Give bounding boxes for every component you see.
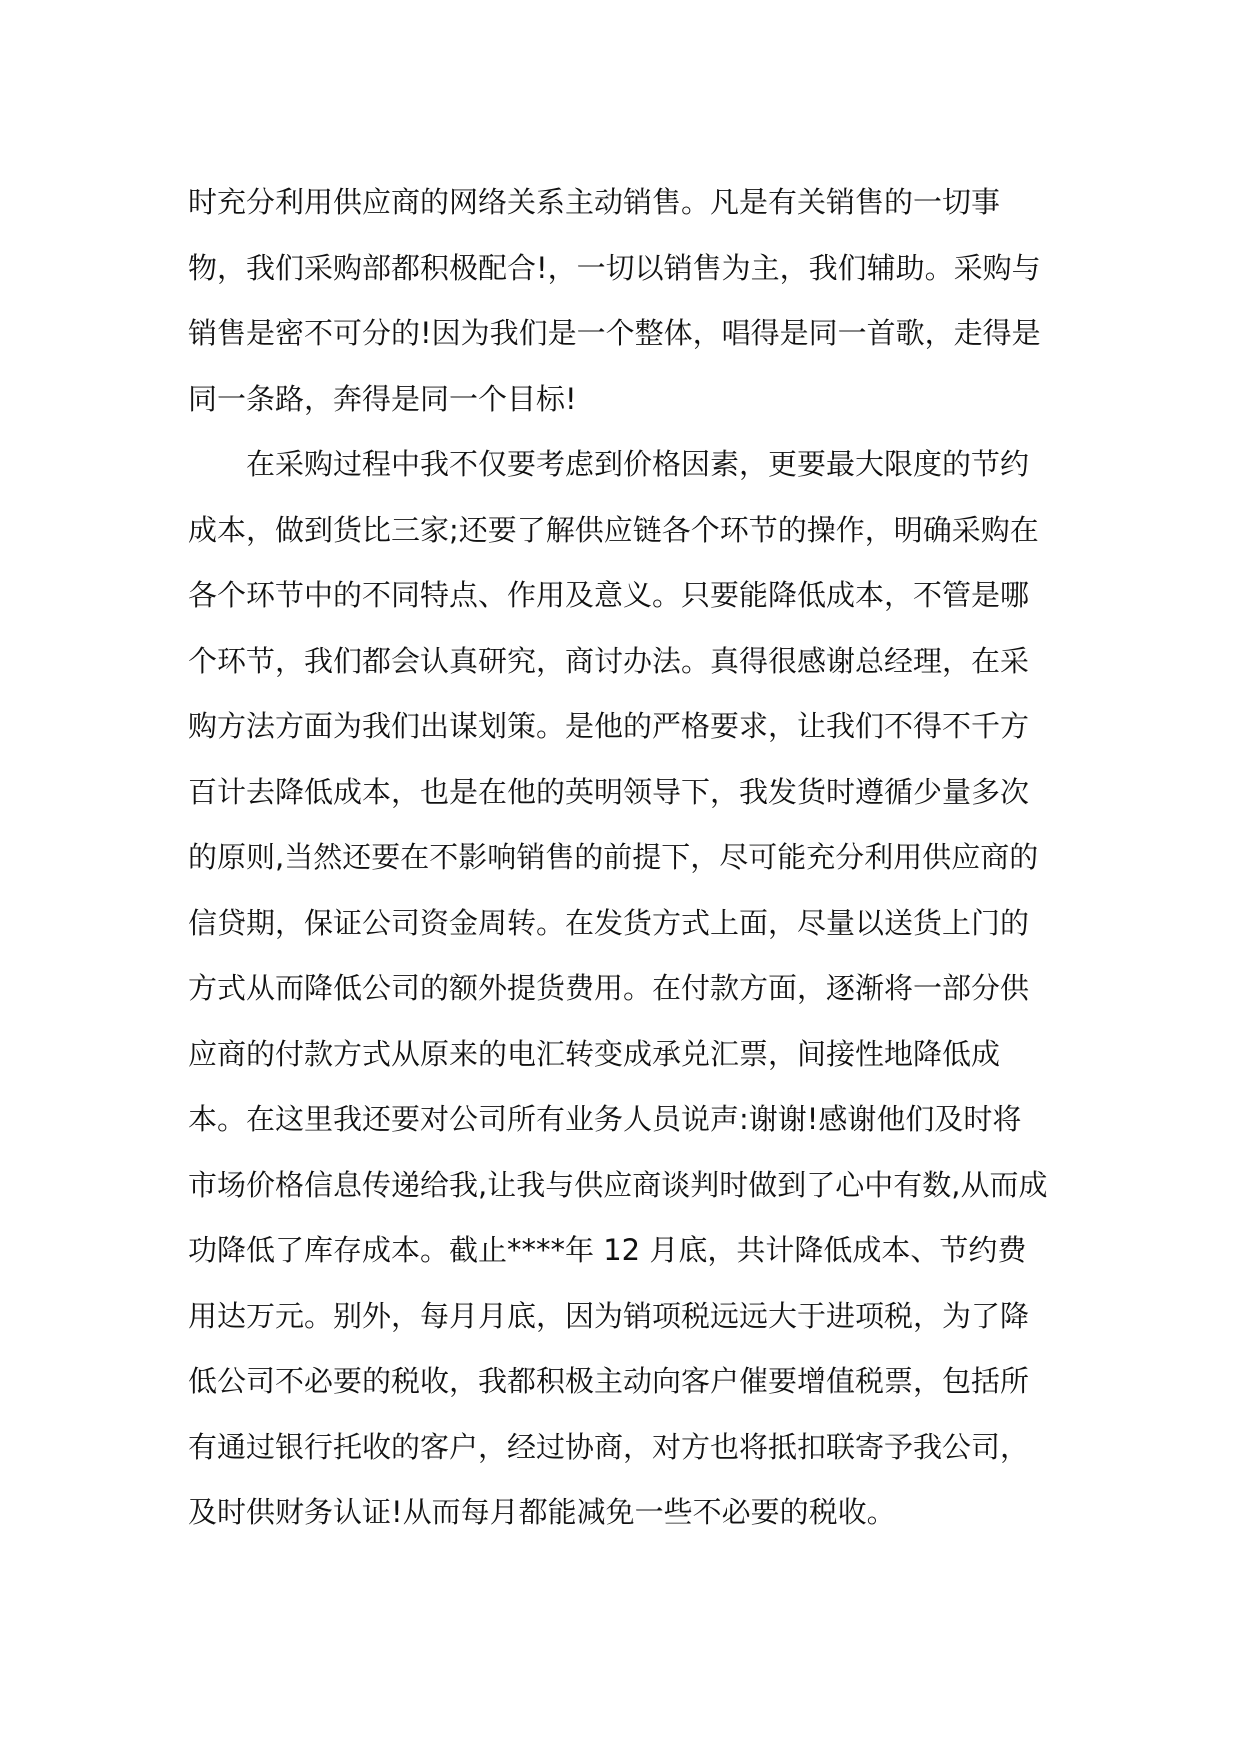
text-line: 个环节，我们都会认真研究，商讨办法。真得很感谢总经理，在采 xyxy=(188,643,1030,678)
text-line: 用达万元。别外，每月月底，因为销项税远远大于进项税，为了降 xyxy=(188,1298,1030,1333)
text-line: 各个环节中的不同特点、作用及意义。只要能降低成本，不管是哪 xyxy=(188,578,1030,612)
text-line: 购方法方面为我们出谋划策。是他的严格要求，让我们不得不千方 xyxy=(188,709,1030,743)
text-line: 有通过银行托收的客户，经过协商，对方也将抵扣联寄予我公司， xyxy=(188,1429,1030,1464)
text-line: 百计去降低成本，也是在他的英明领导下，我发货时遵循少量多次 xyxy=(188,774,1030,809)
text-line: 时充分利用供应商的网络关系主动销售。凡是有关销售的一切事 xyxy=(188,185,1001,219)
text-line: 及时供财务认证!从而每月都能减免一些不必要的税收。 xyxy=(188,1495,896,1529)
text-line: 的原则,当然还要在不影响销售的前提下，尽可能充分利用供应商的 xyxy=(188,840,1039,874)
text-line: 方式从而降低公司的额外提货费用。在付款方面，逐渐将一部分供 xyxy=(188,971,1030,1005)
text-line: 物，我们采购部都积极配合!，一切以销售为主，我们辅助。采购与 xyxy=(188,250,1041,285)
text-line: 功降低了库存成本。截止****年 12 月底，共计降低成本、节约费 xyxy=(188,1233,1027,1267)
text-line: 成本，做到货比三家;还要了解供应链各个环节的操作，明确采购在 xyxy=(188,512,1039,547)
text-line: 低公司不必要的税收，我都积极主动向客户催要增值税票，包括所 xyxy=(188,1364,1030,1398)
paragraph-start-line: 在采购过程中我不仅要考虑到价格因素，更要最大限度的节约 xyxy=(246,447,1030,481)
text-line: 销售是密不可分的!因为我们是一个整体，唱得是同一首歌，走得是 xyxy=(188,316,1041,350)
text-line: 信贷期，保证公司资金周转。在发货方式上面，尽量以送货上门的 xyxy=(188,905,1030,940)
text-line: 应商的付款方式从原来的电汇转变成承兑汇票，间接性地降低成 xyxy=(188,1036,1001,1071)
text-line: 同一条路，奔得是同一个目标! xyxy=(188,381,577,416)
body-text xyxy=(188,170,1068,1546)
text-line: 本。在这里我还要对公司所有业务人员说声:谢谢!感谢他们及时将 xyxy=(188,1102,1022,1136)
text-line: 市场价格信息传递给我,让我与供应商谈判时做到了心中有数,从而成 xyxy=(188,1167,1048,1202)
